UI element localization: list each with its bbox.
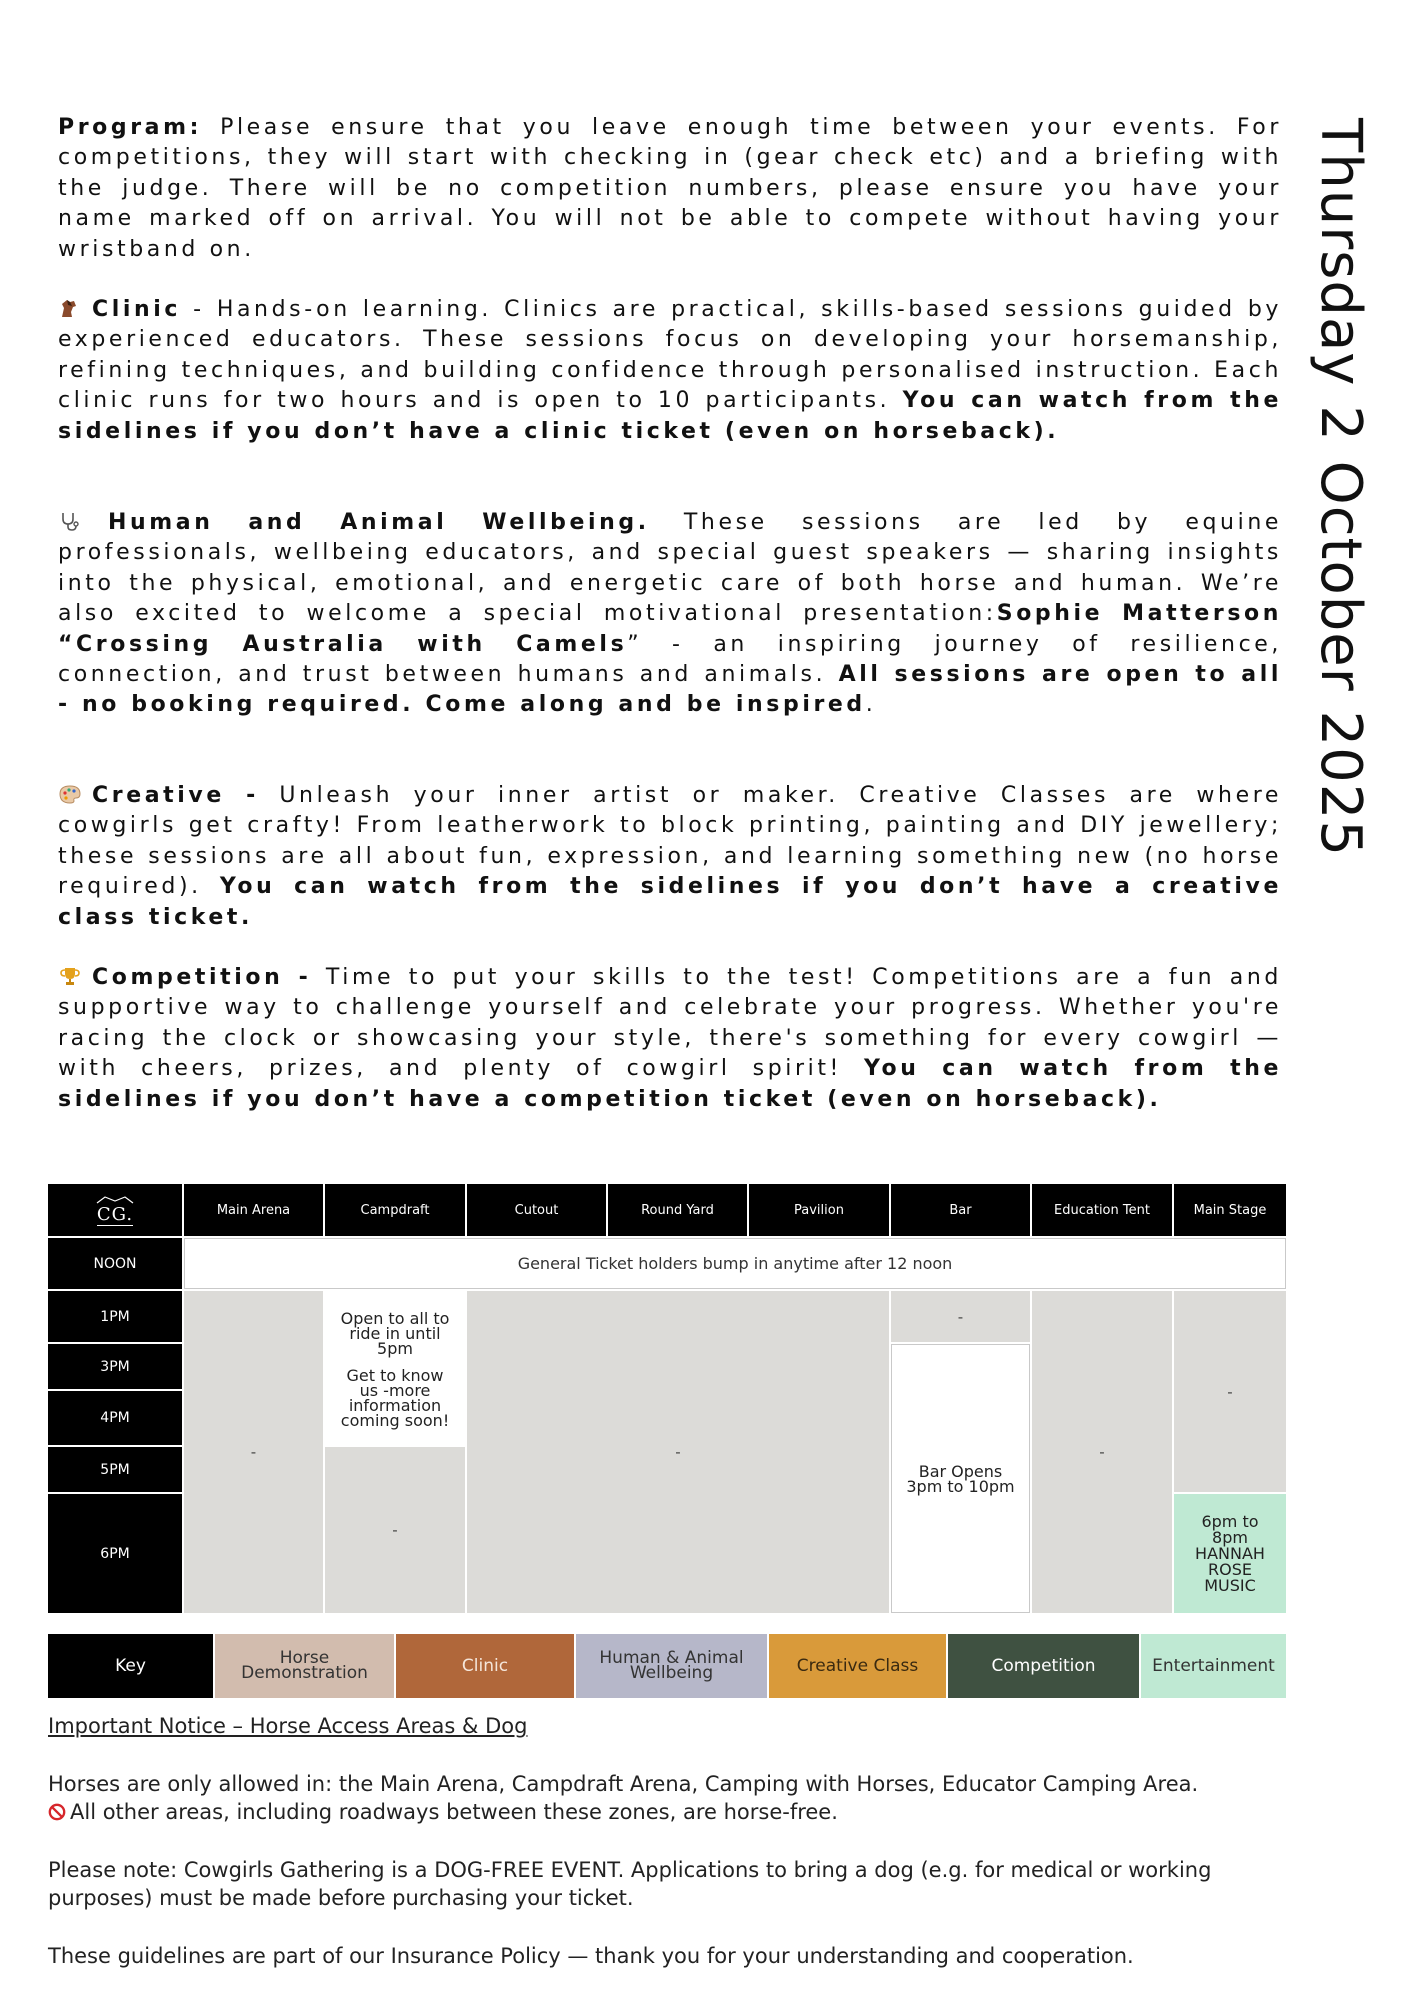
clinic-sidelines-note: You can watch from the sidelines if you don’t have a clinic ticket (even on horseback). [58, 388, 1282, 444]
competition-label: Competition - [92, 965, 312, 990]
key-wellbeing [576, 1634, 767, 1698]
campdraft-open-ride-slot [325, 1291, 465, 1447]
stage-note-line-4: ROSE [1208, 1559, 1252, 1579]
competition-paragraph [58, 963, 1282, 1115]
bar-early-slot: - [891, 1291, 1030, 1342]
noon-banner: General Ticket holders bump in anytime after 12 noon [184, 1238, 1286, 1289]
logo: CG. [96, 1203, 134, 1225]
key-wellbeing-line-2: Wellbeing [629, 1663, 714, 1683]
wellbeing-paragraph [58, 508, 1282, 721]
wellbeing-label: Human and Animal Wellbeing. [108, 510, 650, 535]
horse-free-line [48, 1798, 1308, 1826]
wellbeing-text-2: ” - an inspiring journey of resilience, connection, and trust between humans and animals. [58, 631, 1282, 688]
program-text: Please ensure that you leave enough time between your events. For competitions, they will start with checking in (gear check etc) and a briefing with the judge. There will be no competition numbers, please ensure you have your name marked off on arrival. You will not be able to compete without having your wristband on. [58, 115, 1282, 262]
time-5pm: 5PM [48, 1447, 182, 1492]
horse-access-notice [48, 1770, 1308, 1826]
no-entry-icon [48, 1803, 66, 1821]
wellbeing-open-note: All sessions are open to all - no booking required. Come along and be inspired [58, 662, 1282, 718]
speaker-name: Sophie Matterson “Crossing Australia with Camels [58, 601, 1282, 657]
campdraft-note-line-7: coming soon! [340, 1410, 450, 1430]
bar-open-slot [891, 1344, 1030, 1613]
column-header-main-arena: Main Arena [184, 1184, 323, 1236]
stethoscope-icon [58, 511, 82, 531]
horse-free-text: All other areas, including roadways between these zones, are horse-free. [70, 1800, 838, 1824]
clinic-paragraph [58, 295, 1282, 447]
wellbeing-text: These sessions are led by equine professionals, wellbeing educators, and special guest speakers — sharing insights into the physical, emotional, and energetic care of both horse and human. We’re also excited to welcome a special motivational presentation: [58, 510, 1282, 627]
wellbeing-end: . [865, 692, 877, 718]
column-header-main-stage: Main Stage [1174, 1184, 1286, 1236]
main-arena-slot: - [184, 1291, 323, 1613]
dog-free-notice: Please note: Cowgirls Gathering is a DOG-FREE EVENT. Applications to bring a dog (e.g. for medical or working purposes) must be made before purchasing your ticket. [48, 1858, 1212, 1910]
campdraft-note-line-2: ride in until [349, 1323, 441, 1343]
time-3pm: 3PM [48, 1344, 182, 1389]
bar-note-line-1: Bar Opens [918, 1461, 1003, 1481]
logo-arc-icon [93, 1195, 137, 1205]
campdraft-note-line-6: information [348, 1395, 442, 1415]
program-label: Program: [58, 115, 203, 140]
stage-note-line-5: MUSIC [1204, 1575, 1256, 1595]
campdraft-note-line-4: Get to know [346, 1365, 444, 1385]
stage-note-line-2: 8pm [1212, 1527, 1248, 1547]
column-header-pavilion: Pavilion [749, 1184, 889, 1236]
key-competition: Competition [948, 1634, 1139, 1698]
key-horse-demonstration-line-2: Demonstration [241, 1663, 368, 1683]
competition-text: Time to put your skills to the test! Competitions are a fun and supportive way to challenge yourself and celebrate your progress. Whether you're racing the clock or showcasing your style, there's something for every cowgirl — with cheers, prizes, and plenty of cowgirl spirit! [58, 965, 1282, 1082]
creative-text: Unleash your inner artist or maker. Creative Classes are where cowgirls get crafty! From leatherwork to block printing, painting and DIY jewellery; these sessions are all about fun, expression, and learning something new (no horse required). [58, 783, 1282, 900]
time-6pm: 6PM [48, 1494, 182, 1613]
key-horse-demonstration-line-1: Horse [279, 1648, 330, 1668]
campdraft-note-line-3: 5pm [377, 1338, 413, 1358]
key-title: Key [48, 1634, 213, 1698]
competition-sidelines-note: You can watch from the sidelines if you don’t have a competition ticket (even on horseback). [58, 1056, 1282, 1112]
key-creative-class: Creative Class [769, 1634, 946, 1698]
cutout-roundyard-pavilion-slot: - [467, 1291, 889, 1613]
column-header-cutout: Cutout [467, 1184, 606, 1236]
clinic-label: Clinic [92, 297, 182, 322]
campdraft-note-line-5: us -more [359, 1380, 431, 1400]
time-1pm: 1PM [48, 1291, 182, 1342]
insurance-notice: These guidelines are part of our Insurance Policy — thank you for your understanding and cooperation. [48, 1944, 1134, 1968]
creative-label: Creative - [92, 783, 259, 808]
main-stage-slot: - [1174, 1291, 1286, 1492]
stage-note-line-1: 6pm to [1201, 1511, 1259, 1531]
legend-key [48, 1634, 1286, 1698]
column-header-bar: Bar [891, 1184, 1030, 1236]
time-noon: NOON [48, 1238, 182, 1289]
page-title: Thursday 2 October 2025 [1308, 118, 1373, 858]
notice-title-text: Important Notice – Horse Access Areas & Dog [48, 1714, 528, 1738]
key-horse-demonstration [215, 1634, 394, 1698]
key-wellbeing-line-1: Human & Animal [599, 1648, 744, 1668]
notice-title [48, 1712, 1308, 1740]
column-header-education-tent: Education Tent [1032, 1184, 1172, 1236]
creative-sidelines-note: You can watch from the sidelines if you don’t have a creative class ticket. [58, 874, 1282, 930]
key-clinic: Clinic [396, 1634, 574, 1698]
campdraft-note-line-1: Open to all to [340, 1308, 450, 1328]
key-entertainment: Entertainment [1141, 1634, 1286, 1698]
trophy-icon [58, 966, 82, 986]
schedule-grid [48, 1184, 1286, 1613]
program-paragraph [58, 113, 1282, 265]
horse-areas-text: Horses are only allowed in: the Main Arena, Campdraft Arena, Camping with Horses, Educator Camping Area. [48, 1772, 1199, 1796]
column-header-round-yard: Round Yard [608, 1184, 747, 1236]
stage-note-line-3: HANNAH [1195, 1543, 1265, 1563]
time-4pm: 4PM [48, 1391, 182, 1445]
campdraft-evening-slot: - [325, 1447, 465, 1613]
column-header-campdraft: Campdraft [325, 1184, 465, 1236]
horse-icon [58, 298, 82, 318]
education-tent-slot: - [1032, 1291, 1172, 1613]
palette-icon [58, 784, 82, 804]
clinic-text: - Hands-on learning. Clinics are practical, skills-based sessions guided by experienced educators. These sessions focus on developing your horsemanship, refining techniques, and building confidence through personalised instruction. Each clinic runs for two hours and is open to 10 participants. [58, 297, 1282, 414]
logo-cell [48, 1184, 182, 1236]
main-stage-music-slot [1174, 1494, 1286, 1613]
creative-paragraph [58, 781, 1282, 933]
bar-note-line-2: 3pm to 10pm [906, 1476, 1015, 1496]
